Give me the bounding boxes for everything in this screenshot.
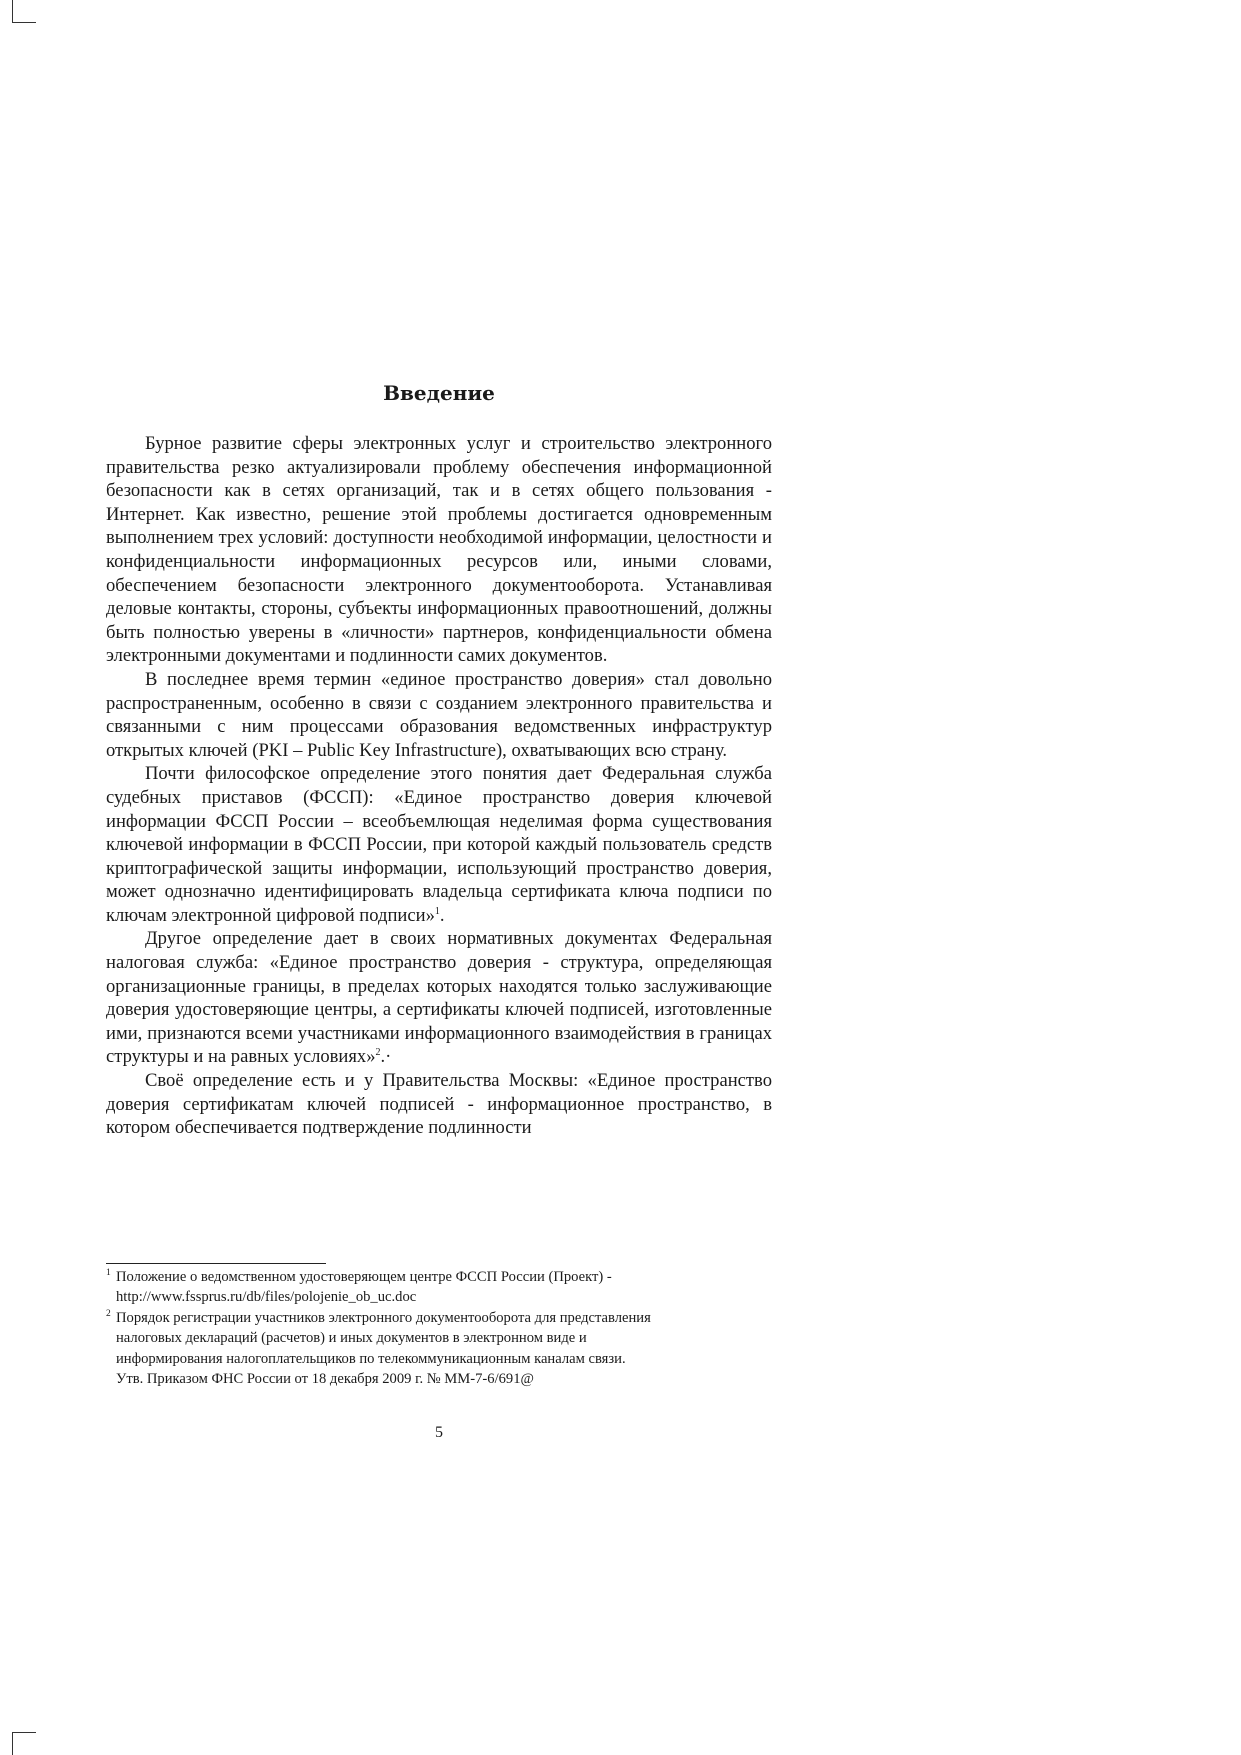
paragraph-3-tail: .: [439, 904, 445, 926]
crop-mark-bottom-vertical: [12, 1732, 13, 1755]
paragraph-1: Бурное развитие сферы электронных услуг и строительство электронного правительства резко актуализировали проблему обеспечения информационной безопасности как в сетях организаций, так и в сетях общего пользования - Интернет. Как известно, решение этой проблемы достигается одновременным выполнением трех условий: доступности необходимой информации, целостности и конфиденциальности информационных ресурсов или, иными словами, обеспечением безопасности электронного документооборота. Устанавливая деловые контакты, стороны, субъекты информационных правоотношений, должны быть полностью уверены в «личности» партнеров, конфиденциальности обмена электронными документами и подлинности самих документов.: [106, 433, 772, 667]
paragraph-3: [106, 762, 772, 927]
paragraph-2: В последнее время термин «единое пространство доверия» стал довольно распространенным, особенно в связи с созданием электронного правительства и связанными с ним процессами образования ведомственных инфраструктур открытых ключей (PKI – Public Key Infrastructure), охватывающих всю страну.: [106, 668, 772, 761]
crop-mark-top-vertical: [12, 0, 13, 23]
footnotes: [106, 1267, 772, 1389]
footnote-1-mark: 1: [106, 1268, 111, 1278]
paragraph-5: Своё определение есть и у Правительства Москвы: «Единое пространство доверия сертификатам ключей подписей - информационное пространство, в котором обеспечивается подтверждение подлинности: [106, 1070, 772, 1139]
footnote-2-line-2: налоговых деклараций (расчетов) и иных документов в электронном виде и: [116, 1330, 587, 1347]
footnote-2-line-3: информирования налогоплательщиков по телекоммуникационным каналам связи.: [116, 1350, 626, 1367]
footnote-1: [106, 1267, 772, 1308]
footnote-2: [106, 1308, 772, 1390]
footnote-2-line-4: Утв. Приказом ФНС России от 18 декабря 2009 г. № ММ-7-6/691@: [116, 1371, 534, 1388]
section-heading: Введение: [383, 381, 495, 405]
paragraph-4: [106, 927, 772, 1069]
footnote-separator: [106, 1263, 326, 1264]
footnote-2-mark: 2: [106, 1308, 111, 1319]
footnote-1-line-1: Положение о ведомственном удостоверяющем центре ФССП России (Проект) -: [116, 1269, 612, 1285]
paragraph-4-text: Другое определение дает в своих нормативных документах Федеральная налоговая служба: «Единое пространство доверия - структура, определяющая организационные границы, в пределах которых находятся только заслуживающие доверия удостоверяющие центры, а сертификаты ключей подписей, изготовленные ими, признаются всеми участниками информационного взаимодействия в границах структуры и на равных условиях»: [106, 928, 772, 1068]
paragraph-4-tail: .·: [380, 1046, 392, 1068]
body-text: [106, 432, 772, 1140]
crop-mark-bottom-horizontal: [12, 1732, 36, 1733]
footnote-1-link[interactable]: http://www.fssprus.ru/db/files/polojenie_ob_uc.doc: [116, 1289, 417, 1306]
page-number: 5: [435, 1424, 443, 1441]
paragraph-3-text: Почти философское определение этого понятия дает Федеральная служба судебных приставов (ФССП): «Единое пространство доверия ключевой информации ФССП России – всеобъемлющая неделимая форма существования ключевой информации в ФССП России, при которой каждый пользователь средств криптографической защиты информации, использующий пространство доверия, может однозначно идентифицировать владельца сертификата ключа подписи по ключам электронной цифровой подписи»: [106, 763, 772, 926]
crop-mark-top-horizontal: [12, 22, 36, 23]
footnote-ref-2[interactable]: 2: [375, 1047, 381, 1059]
footnote-ref-1[interactable]: 1: [434, 905, 440, 917]
footnote-2-line-1: Порядок регистрации участников электронного документооборота для представления: [116, 1309, 651, 1326]
